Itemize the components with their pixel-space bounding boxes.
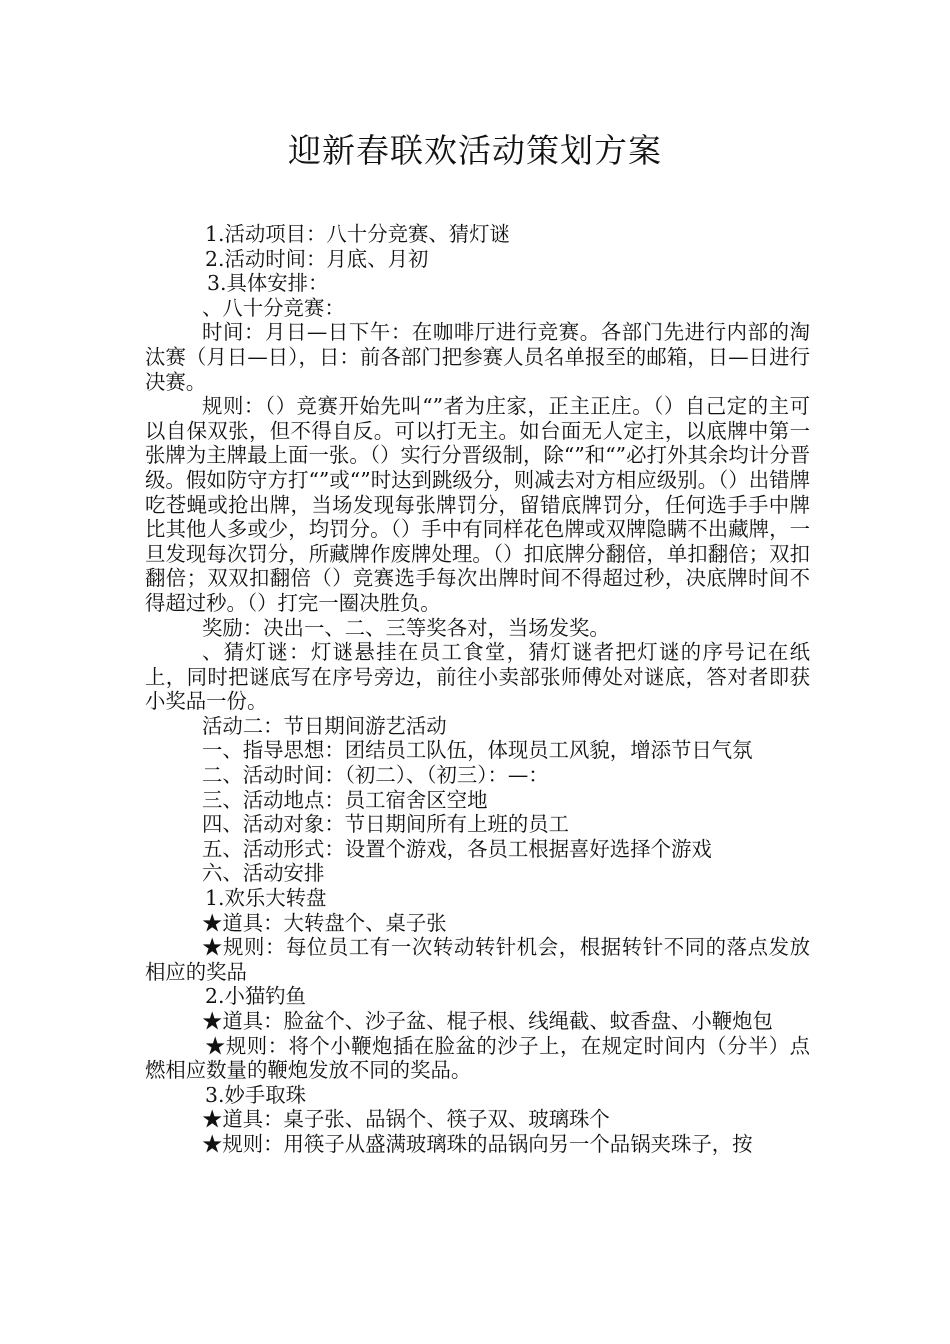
paragraph-activity-items: 1.活动项目：八十分竞赛、猜灯谜 <box>205 222 510 246</box>
paragraph-activity-time: 2.活动时间：月底、月初 <box>205 246 429 271</box>
paragraph-game-beads: 3.妙手取珠 <box>205 1082 307 1107</box>
paragraph-game-fishing: 2.小猫钓鱼 <box>205 984 307 1009</box>
paragraph-fishing-rules: ★规则：将个小鞭炮插在脸盆的沙子上，在规定时间内（分半）点燃相应数量的鞭炮发放不同的奖品。 <box>145 1033 810 1083</box>
paragraph-fishing-props: ★道具：脸盆个、沙子盆、棍子根、线绳截、蚊香盘、小鞭炮包 <box>202 1009 773 1033</box>
paragraph-event-audience: 四、活动对象：节日期间所有上班的员工 <box>202 812 570 837</box>
paragraph-wheel-rules: ★规则：每位员工有一次转动转针机会，根据转针不同的落点发放相应的奖品 <box>145 935 810 984</box>
paragraph-rules: 规则：（）竞赛开始先叫“”者为庄家，正主正庄。（）自己定的主可以自保双张，但不得自反。可以打无主。如台面无人定主，以底牌中第一张牌为主牌最上面一张。（）实行分晋级制，除“”和“”必打外其余均计分晋级。假如防守方打“”或“”时达到跳级分，则减去对方相应级别。（）出错牌吃苍蝇或抢出牌，当场发现每张牌罚分，留错底牌罚分，任何选手手中牌比其他人多或少，均罚分。（）手中有同样花色牌或双牌隐瞒不出藏牌，一旦发现每次罚分，所藏牌作废牌处理。（）扣底牌分翻倍，单扣翻倍；双扣翻倍；双双扣翻倍（）竞赛选手每次出牌时间不得超过秒，决底牌时间不得超过秒。（）打完一圈决胜负。 <box>145 394 810 615</box>
paragraph-arrangement: 3.具体安排： <box>207 271 329 296</box>
paragraph-event-time: 二、活动时间：（初二）、（初三）：—： <box>202 763 549 788</box>
paragraph-eighty-points-heading: 、八十分竞赛： <box>202 295 345 320</box>
document-title: 迎新春联欢活动策划方案 <box>288 131 662 170</box>
paragraph-awards: 奖励：决出一、二、三等奖各对，当场发奖。 <box>202 615 610 640</box>
paragraph-beads-rules: ★规则：用筷子从盛满玻璃珠的品锅向另一个品锅夹珠子，按 <box>202 1131 753 1156</box>
paragraph-event-format: 五、活动形式：设置个游戏，各员工根据喜好选择个游戏 <box>202 836 712 861</box>
document-body <box>145 222 810 1157</box>
paragraph-beads-props: ★道具：桌子张、品锅个、筷子双、玻璃珠个 <box>202 1107 610 1132</box>
paragraph-game-wheel: 1.欢乐大转盘 <box>205 886 327 911</box>
paragraph-lantern-riddles: 、猜灯谜：灯谜悬挂在员工食堂，猜灯谜者把灯谜的序号记在纸上，同时把谜底写在序号旁边，前往小卖部张师傅处对谜底，答对者即获小奖品一份。 <box>145 640 810 714</box>
paragraph-competition-time: 时间：月日—日下午：在咖啡厅进行竞赛。各部门先进行内部的淘汰赛（月日—日），日：前各部门把参赛人员名单报至的邮箱，日—日进行决赛。 <box>145 320 810 394</box>
paragraph-guiding-idea: 一、指导思想：团结员工队伍，体现员工风貌，增添节日气氛 <box>202 738 753 763</box>
paragraph-event-location: 三、活动地点：员工宿舍区空地 <box>202 787 488 812</box>
paragraph-event-arrangement: 六、活动安排 <box>202 861 325 886</box>
paragraph-wheel-props: ★道具：大转盘个、桌子张 <box>202 910 447 935</box>
paragraph-activity-two: 活动二：节日期间游艺活动 <box>202 713 447 738</box>
